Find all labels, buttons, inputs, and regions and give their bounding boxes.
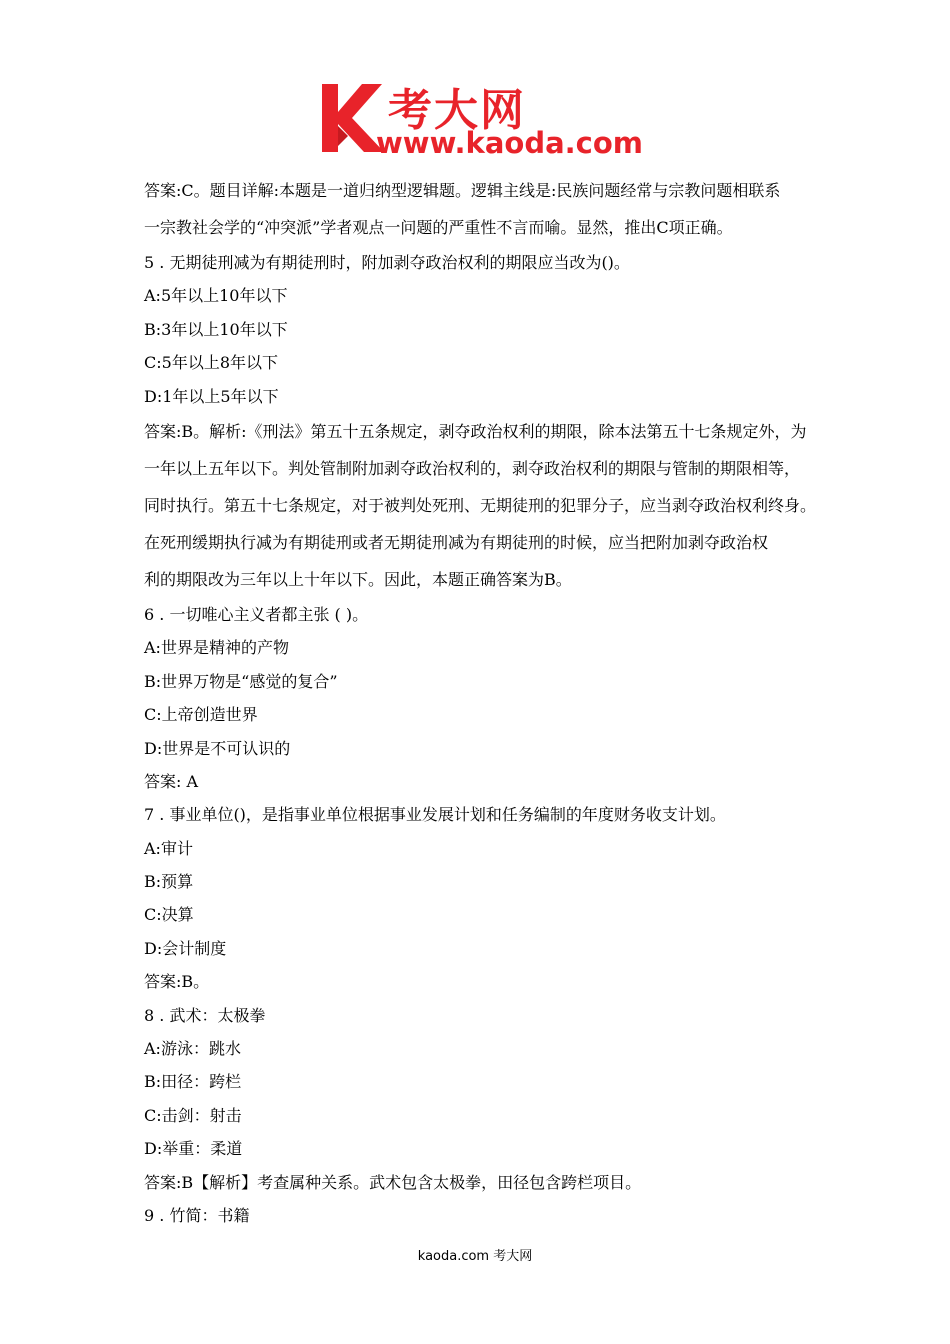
question-7: 7 . 事业单位()，是指事业单位根据事业发展计划和任务编制的年度财务收支计划。 [144, 805, 726, 825]
option-b: B:世界万物是“感觉的复合” [144, 671, 338, 691]
option-b: B:预算 [144, 872, 194, 892]
answer-5-line-2: 一年以上五年以下。判处管制附加剥夺政治权利的，剥夺政治权利的期限与管制的期限相等， [144, 458, 801, 478]
answer-5-line-5: 利的期限改为三年以上十年以下。因此，本题正确答案为B。 [144, 569, 572, 589]
answer-8: 答案:B【解析】考查属种关系。武术包含太极拳，田径包含跨栏项目。 [144, 1172, 642, 1192]
option-a: A:游泳：跳水 [144, 1039, 241, 1059]
document-body [144, 172, 824, 1232]
option-c: C:击剑：射击 [144, 1105, 242, 1125]
answer-5-line-3: 同时执行。第五十七条规定，对于被判处死刑、无期徒刑的犯罪分子，应当剥夺政治权利终身。 [144, 495, 817, 515]
option-d: D:1年以上5年以下 [144, 386, 279, 406]
question-6: 6 . 一切唯心主义者都主张 ( )。 [144, 604, 369, 624]
option-d: D:举重：柔道 [144, 1139, 243, 1159]
answer-4-line-2: 一宗教社会学的“冲突派”学者观点一问题的严重性不言而喻。显然，推出C项正确。 [144, 218, 733, 237]
option-b: B:3年以上10年以下 [144, 319, 288, 339]
option-a: A:5年以上10年以下 [144, 286, 288, 306]
answer-6: 答案: A [144, 771, 199, 791]
logo-url: www.kaoda.com [376, 126, 643, 160]
option-d: D:会计制度 [144, 938, 227, 958]
option-c: C:决算 [144, 905, 194, 925]
option-c: C:上帝创造世界 [144, 705, 258, 725]
site-logo [318, 78, 643, 160]
question-5: 5 . 无期徒刑减为有期徒刑时，附加剥夺政治权利的期限应当改为()。 [144, 253, 630, 272]
logo-title: 考大网 [388, 85, 526, 136]
question-9: 9 . 竹简：书籍 [144, 1205, 250, 1225]
page-footer: kaoda.com 考大网 [417, 1249, 533, 1264]
option-c: C:5年以上8年以下 [144, 353, 278, 373]
option-a: A:审计 [144, 838, 193, 858]
answer-7: 答案:B。 [144, 972, 210, 992]
option-d: D:世界是不可认识的 [144, 738, 291, 758]
option-a: A:世界是精神的产物 [144, 638, 289, 658]
answer-5-line-1: 答案:B。解析:《刑法》第五十五条规定，剥夺政治权利的期限，除本法第五十七条规定外，为 [144, 421, 807, 441]
question-8: 8 . 武术：太极拳 [144, 1005, 266, 1025]
option-b: B:田径：跨栏 [144, 1072, 242, 1092]
answer-4-line-1: 答案:C。题目详解:本题是一道归纳型逻辑题。逻辑主线是:民族问题经常与宗教问题相联系 [144, 181, 781, 200]
answer-5-line-4: 在死刑缓期执行减为有期徒刑或者无期徒刑减为有期徒刑的时候，应当把附加剥夺政治权 [144, 532, 769, 552]
